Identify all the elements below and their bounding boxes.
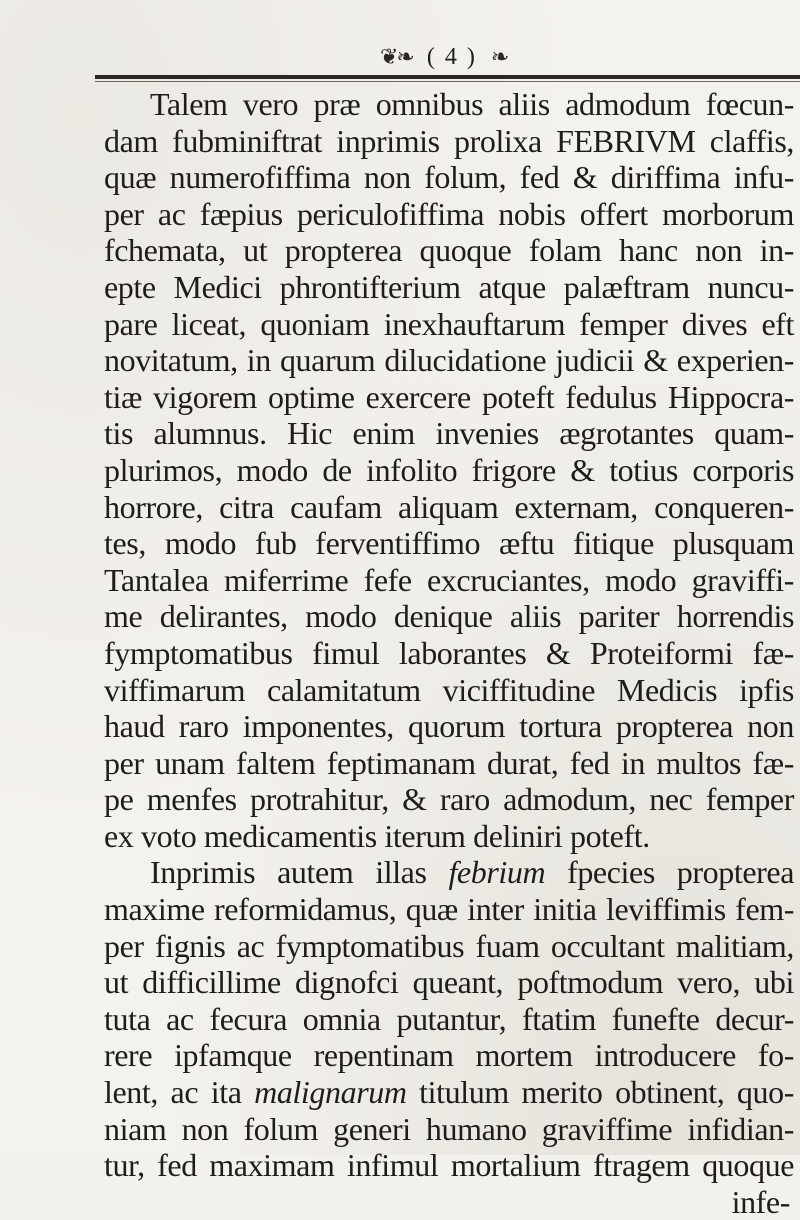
text-line: tis alumnus. Hic enim invenies ægrotantes quam- — [104, 415, 794, 452]
text-line: Talem vero præ omnibus aliis admodum fœcun- — [150, 86, 794, 122]
text-line: plurimos, modo de infolito frigore & totius corporis — [104, 451, 794, 488]
text-line — [104, 1074, 794, 1111]
ornament-right-icon: ❧ — [490, 44, 508, 69]
page-number: ( 4 ) — [426, 44, 477, 70]
text-line: tiæ vigorem optime exercere poteft fedulus Hippocra- — [104, 378, 794, 415]
text-run: fpecies propterea — [545, 854, 794, 891]
text-line: pe menfes protrahitur, & raro admodum, nec femper — [104, 781, 794, 818]
text-line: fchemata, ut propterea quoque folam hanc non in- — [104, 232, 794, 269]
text-line: niam non folum generi humano graviffime infidian- — [104, 1110, 794, 1147]
text-line: tuta ac fecura omnia putantur, ftatim funefte decur- — [104, 1000, 794, 1037]
header-rule — [95, 75, 800, 79]
text-line: ut difficillime dignofci queant, poftmodum vero, ubi — [104, 964, 794, 1001]
text-line: per fignis ac fymptomatibus fuam occultant malitiam, — [104, 927, 794, 964]
text-line: dam fubminiftrat inprimis prolixa FEBRIVM claffis, — [104, 122, 794, 159]
text-line — [104, 854, 794, 891]
text-line: me delirantes, modo denique aliis pariter horrendis — [104, 598, 794, 635]
text-run: Inprimis autem illas — [150, 854, 449, 891]
text-line: viffimarum calamitatum viciffitudine Medicis ipfis — [104, 671, 794, 708]
text-line: tur, fed maximam infimul mortalium ftragem quoque — [104, 1147, 794, 1184]
text-line: rere ipfamque repentinam mortem introducere fo- — [104, 1037, 794, 1074]
header-rule-thin — [95, 81, 800, 82]
text-line: Tantalea miferrime fefe excruciantes, modo graviffi- — [104, 561, 794, 598]
text-line: ex voto medicamentis iterum deliniri poteft. — [104, 817, 650, 854]
text-line: epte Medici phrontifterium atque palæftram nuncu- — [104, 268, 794, 305]
body-text — [104, 86, 794, 1220]
text-line: horrore, citra caufam aliquam externam, conqueren- — [104, 488, 794, 525]
text-line: pare liceat, quoniam inexhauftarum femper dives eft — [104, 305, 794, 342]
text-line: quæ numerofiffima non folum, fed & diriffima infu- — [104, 159, 794, 196]
text-line: tes, modo fub ferventiffimo æftu fitique plusquam — [104, 525, 794, 562]
paragraph-1 — [104, 86, 794, 854]
text-run: lent, ac ita — [104, 1074, 255, 1111]
italic-term-malignarum: malignarum — [254, 1074, 407, 1111]
ornament-left-icon: ❦❧ — [380, 44, 413, 69]
text-line: novitatum, in quarum dilucidatione judicii & experien- — [104, 342, 794, 379]
italic-term-febrium: febrium — [448, 854, 546, 891]
text-run: titulum merito obtinent, quo- — [406, 1074, 794, 1111]
text-line: haud raro imponentes, quorum tortura propterea non — [104, 708, 794, 745]
text-line: fymptomatibus fimul laborantes & Proteiformi fæ- — [104, 634, 794, 671]
text-line: per unam faltem feptimanam durat, fed in multos fæ- — [104, 744, 794, 781]
page-header — [380, 42, 507, 72]
text-line: per ac fæpius periculofiffima nobis offert morborum — [104, 195, 794, 232]
text-line: maxime reformidamus, quæ inter initia leviffimis fem- — [104, 891, 794, 928]
catchword: infe- — [731, 1183, 790, 1220]
paragraph-2 — [104, 854, 794, 1183]
